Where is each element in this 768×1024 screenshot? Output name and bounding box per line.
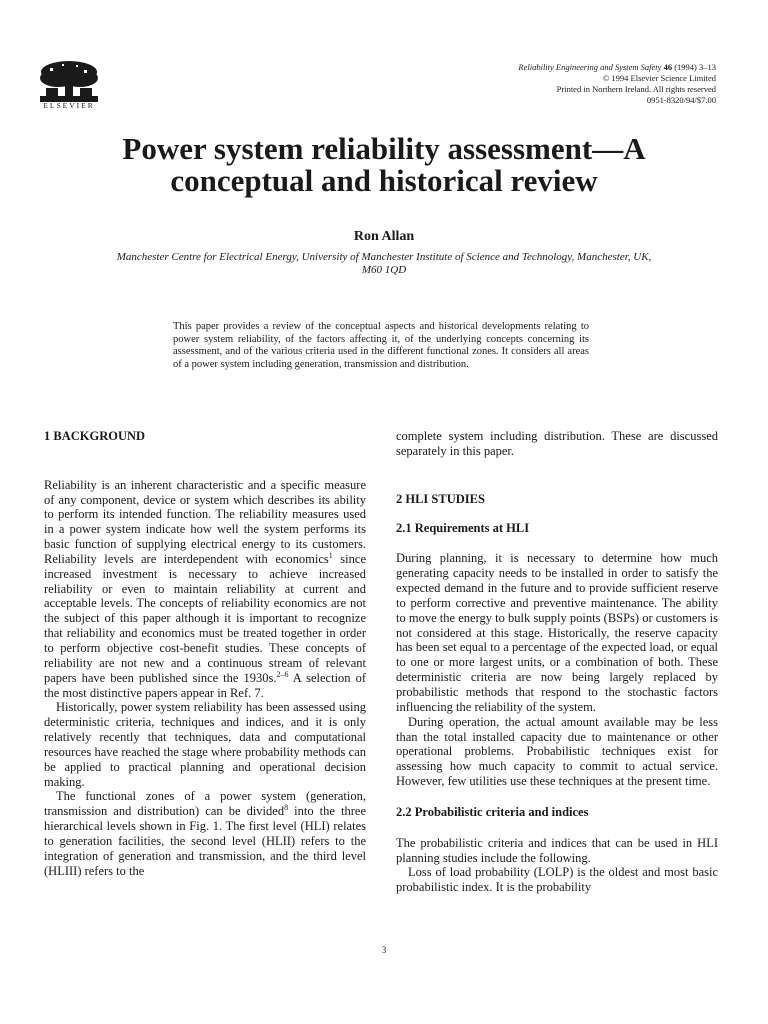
paragraph-probabilistic-1: The probabilistic criteria and indices that can be used in HLI planning studies include the following. [396, 835, 718, 865]
paper-title-line2: conceptual and historical review [170, 163, 598, 198]
paragraph-requirements-1: During planning, it is necessary to determine how much generating capacity needs to be installed in order to satisfy the expected demand in the future and to provide sufficient reserve to perform corrective and preventive maintenance. The ability to move the energy to bulk supply points (BSPs) or customers is not considered at this stage. Historically, the reserve capacity has been set equal to a percentage of the expected load, or equal to one or more largest units, or a combination of both. These deterministic criteria are now being largely replaced by probabilistic methods that respond to the stochastic factors influencing the reliability of the system. [396, 551, 718, 714]
section-heading-background: 1 BACKGROUND [44, 429, 146, 443]
journal-copyright: © 1994 Elsevier Science Limited [602, 73, 716, 83]
section-heading-hli-studies: 2 HLI STUDIES [396, 491, 485, 506]
page-number: 3 [381, 945, 387, 955]
subsection-heading-requirements: 2.1 Requirements at HLI [396, 520, 530, 535]
journal-printed: Printed in Northern Ireland. All rights reserved [556, 84, 716, 94]
citation-superscript: 8 [284, 803, 289, 813]
journal-issn: 0951-8320/94/$7.00 [646, 95, 716, 105]
right-column [396, 429, 718, 895]
journal-title: Reliability Engineering and System Safety [518, 62, 662, 72]
citation-superscript: 2–6 [276, 669, 289, 679]
journal-info [396, 62, 716, 106]
journal-citation [396, 62, 716, 73]
paragraph-continuation: complete system including distribution. These are discussed separately in this paper. [396, 429, 718, 458]
paper-title-line1: Power system reliability assessment—A [122, 131, 646, 166]
journal-year-pages: (1994) 3–13 [674, 62, 716, 72]
publisher-name: ELSEVIER [43, 101, 95, 110]
journal-volume: 46 [663, 62, 673, 72]
author-name: Ron Allan [353, 229, 415, 244]
subsection-heading-probabilistic: 2.2 Probabilistic criteria and indices [396, 804, 589, 819]
left-column [44, 429, 366, 878]
affiliation-line1: Manchester Centre for Electrical Energy, University of Manchester Institute of Science and Technology, Manchester, UK, [116, 251, 652, 263]
paragraph-background-2: Historically, power system reliability has been assessed using deterministic criteria, techniques and indices, and it is only relatively recently that techniques, data and computational resources have reached the stage where probability methods can be applied to practical planning and operational decision making. [44, 700, 366, 789]
paragraph-requirements-2: During operation, the actual amount available may be less than the total installed capacity due to maintenance or other operational problems. Probabilistic techniques exist for assessing how much capacity to commit to actual service. However, few utilities use these techniques at the present time. [396, 714, 718, 789]
paper-title [40, 133, 728, 197]
paragraph-background-1: Reliability is an inherent characteristic and a specific measure of any component, device or system which describes its ability to perform its intended function. The reliability measures used in a power system indicate how well the system performs its basic function of supplying electrical energy to its customers. Reliability levels are interdependent with economics$^1$ since increased investment is necessary to achieve increased reliability or even to maintain reliability at current and acceptable levels. The concepts of reliability economics are not the subject of this paper although it is important to recognize that reliability and economics must be treated together in order to perform objective cost-benefit studies. These concepts of reliability are not new and a continuous stream of relevant papers have been published since the 1930s.$^{2-6}$ A selection of the most distinctive papers appear in Ref. 7. [44, 477, 366, 700]
author-affiliation [40, 251, 728, 277]
citation-superscript: 1 [328, 550, 333, 560]
affiliation-line2: M60 1QD [361, 264, 407, 276]
abstract: This paper provides a review of the conceptual aspects and historical developments relating to power system reliability, of the factors affecting it, of the underlying concepts concerning its assessment, and of the various criteria used in the different functional zones. It considers all areas of a power system including generation, transmission and distribution. [173, 321, 589, 370]
paragraph-probabilistic-2: Loss of load probability (LOLP) is the oldest and most basic probabilistic index. It is the probability [396, 865, 718, 895]
paragraph-background-3: The functional zones of a power system (generation, transmission and distribution) can be divided$^8$ into the three hierarchical levels shown in Fig. 1. The first level (HLI) relates to generation facilities, the second level (HLII) refers to the integration of generation and transmission, and the third level (HLIII) refers to the [44, 789, 367, 878]
